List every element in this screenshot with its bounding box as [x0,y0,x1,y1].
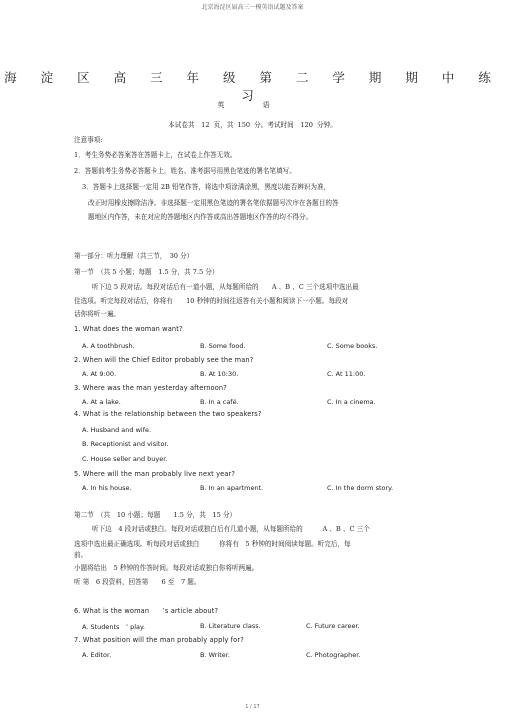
exam-info: 本试卷共 12 页，共 150 分。考试时间 120 分钟。 [168,121,337,129]
question-5: 5. Where will the man probably live next year? [74,470,236,478]
q7-option-b: B. Writer. [200,651,230,659]
note-3-line-1: 3．答题卡上选择题一定用 2B 铅笔作答，将选中项涂满涂黑，黑度以能否辨识为准， [82,183,331,191]
q6-option-a: A. Students ’ play. [82,623,145,631]
q2-option-b: B. At 10:30. [200,370,239,378]
q5-option-c: C. In the dorm story. [327,484,394,492]
note-3-line-2: 改正时用橡皮擦除洁净。非选择题一定用黑色笔迹的署名笔依据题号次序在各题目的答 [88,199,339,207]
q4-option-b: B. Receptionist and visitor. [82,440,169,448]
section1-instructions-2: 佳选项。听完每段对话后，你将有 10 秒钟的时间往返答有关小题和阅读下一小题。每段对 [74,297,349,305]
q3-option-c: C. In a cinema. [327,398,376,406]
q3-option-b: B. In a café. [200,398,239,406]
q4-option-c: C. House seller and buyer. [82,455,168,463]
section2-instructions-1: 听下边 4 段对话或独白。每段对话或独白后有几道小题，从每题所给的 A 、B 、C 三个 [92,525,370,533]
section1-instructions-1: 听下边 5 段对话。每段对话后有一道小题，从每题所给的 A 、B 、C 三个选项中选出最 [92,283,359,291]
q2-option-a: A. At 9:00. [82,370,117,378]
document-header: 北京海淀区届高三一模英语试题及答案 [201,4,304,11]
q6-option-b: B. Literature class. [200,622,261,630]
q6-option-c: C. Future career. [306,622,360,630]
q1-option-c: C. Some books. [327,342,378,350]
q7-option-c: C. Photographer. [306,651,361,659]
q2-option-c: C. At 11:00. [327,370,366,378]
page-title: 海 淀 区 高 三 年 级 第 二 学 期 期 中 练 习 [4,70,501,103]
section2-instructions-3: 前。 [74,551,88,559]
section2-instructions-2: 选项中选出最正确选项。听每段对话或独白 你将有 5 秒钟的时间阅读每题。听完后，每 [74,540,351,548]
section2-heading: 第二节 （共 10 小题；每题 1.5 分，共 15 分） [74,511,237,519]
section2-instructions-5: 听 第 6 段资料，回答第 6 至 7 题。 [74,578,201,586]
question-4: 4. What is the relationship between the two speakers? [74,410,262,418]
part1-heading: 第一部分：听力理解（共三节， 30 分） [74,252,194,260]
question-3: 3. Where was the man yesterday afternoon? [74,384,227,392]
question-1: 1. What does the woman want? [74,325,183,333]
note-2: 2．答题前考生务势必答题卡上，姓名、准考据号用黑色笔迹的署名笔填写。 [74,167,296,175]
q3-option-a: A. At a lake. [82,398,121,406]
q5-option-b: B. In an apartment. [200,484,264,492]
q1-option-b: B. Some food. [200,342,246,350]
section1-instructions-3: 话你将听一遍。 [74,310,121,318]
note-3-line-3: 题地区内作答，未在对应的答题地区内作答或高出答题地区作答的均不得分。 [88,213,313,221]
section2-instructions-4: 小题将给出 5 秒钟的作答时间。每段对话或独白你将听两遍。 [74,564,259,572]
page-number: 1 / 17 [245,704,260,710]
q1-option-a: A. A toothbrush. [82,342,135,350]
note-1: 1．考生务势必答案答在答题卡上，在试卷上作答无效。 [74,151,237,159]
question-2: 2. When will the Chief Editor probably see the man? [74,356,254,364]
question-7: 7. What position will the man probably apply for? [74,636,244,644]
q4-option-a: A. Husband and wife. [82,426,152,434]
question-6: 6. What is the woman ’s article about? [74,607,219,615]
subject-label: 英 语 [217,101,288,109]
q5-option-a: A. In his house. [82,484,132,492]
q7-option-a: A. Editor. [82,651,112,659]
section1-heading: 第一节 （共 5 小题；每题 1.5 分，共 7.5 分） [74,268,219,276]
notes-heading: 注意事项: [74,136,103,144]
